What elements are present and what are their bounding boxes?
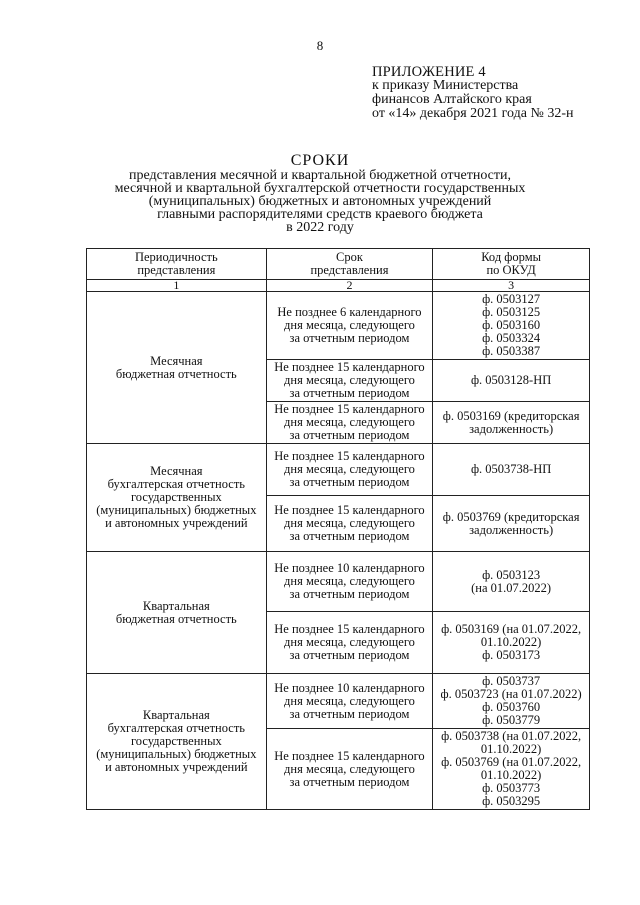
page-number: 8	[316, 38, 324, 53]
term-cell	[266, 612, 433, 674]
form-code-cell	[433, 444, 590, 496]
term-text: за отчетным периодом	[289, 428, 410, 442]
header-term	[266, 249, 433, 280]
term-text: дня месяца, следующего	[284, 318, 415, 332]
annex-line: финансов Алтайского края	[372, 92, 532, 107]
column-number: 1	[87, 280, 267, 292]
annex-block	[372, 65, 573, 121]
period-cell	[87, 674, 267, 810]
term-text: Не позднее 15 календарного	[274, 503, 425, 517]
annex-line: от «14» декабря 2021 года № 32-н	[372, 106, 574, 121]
term-text: дня месяца, следующего	[284, 415, 415, 429]
form-code-text: ф. 0503773	[482, 781, 541, 795]
term-text: за отчетным периодом	[289, 331, 410, 345]
term-text: Не позднее 10 календарного	[274, 561, 425, 575]
form-code-cell	[433, 402, 590, 444]
period-text: Квартальная	[142, 708, 210, 722]
term-cell	[266, 360, 433, 402]
term-text: за отчетным периодом	[289, 386, 410, 400]
term-text: дня месяца, следующего	[284, 462, 415, 476]
period-cell	[87, 444, 267, 552]
period-cell	[87, 552, 267, 674]
form-code-text: 01.10.2022)	[480, 635, 542, 649]
term-text: за отчетным периодом	[289, 475, 410, 489]
form-code-cell	[433, 729, 590, 810]
term-text: дня месяца, следующего	[284, 516, 415, 530]
column-number: 2	[266, 280, 433, 292]
term-text: дня месяца, следующего	[284, 693, 415, 708]
form-code-text: ф. 0503723 (на 01.07.2022)	[440, 687, 582, 701]
period-text: государственных	[130, 490, 222, 504]
form-code-text: 01.10.2022)	[480, 742, 542, 756]
header-code	[433, 249, 590, 280]
form-code-text: ф. 0503127	[482, 292, 541, 306]
heading-line: месячной и квартальной бухгалтерской отчетности государственных	[114, 181, 526, 196]
term-text: дня месяца, следующего	[284, 373, 415, 387]
form-code-text: ф. 0503125	[482, 305, 541, 319]
column-number: 3	[433, 280, 590, 292]
heading-line: в 2022 году	[286, 220, 354, 235]
heading-line: главными распорядителями средств краевого бюджета	[157, 207, 483, 222]
form-code-cell	[433, 360, 590, 402]
header-text: представления	[137, 263, 216, 277]
period-text: бухгалтерская отчетность	[107, 721, 246, 735]
form-code-text: ф. 0503173	[482, 648, 541, 662]
form-code-text: задолженность)	[469, 421, 554, 436]
table-row	[87, 674, 590, 729]
term-cell	[266, 402, 433, 444]
form-code-text: ф. 0503160	[482, 318, 541, 332]
period-text: (муниципальных) бюджетных	[96, 747, 257, 761]
period-text: и автономных учреждений	[105, 516, 248, 530]
header-text: представления	[310, 263, 389, 277]
form-code-cell	[433, 496, 590, 552]
table-row	[87, 552, 590, 612]
form-code-text: (на 01.07.2022)	[471, 580, 552, 595]
form-code-cell	[433, 292, 590, 360]
term-text: Не позднее 15 календарного	[274, 402, 425, 416]
period-text: бухгалтерская отчетность	[107, 477, 246, 491]
form-code-text: ф. 0503737	[482, 674, 541, 688]
header-text: Периодичность	[134, 250, 218, 264]
period-text: бюджетная отчетность	[115, 366, 237, 381]
period-cell	[87, 292, 267, 444]
form-code-text: ф. 0503123	[482, 567, 541, 582]
term-text: дня месяца, следующего	[284, 635, 415, 649]
form-code-cell	[433, 552, 590, 612]
form-code-text: ф. 0503760	[482, 700, 541, 714]
period-text: бюджетная отчетность	[115, 611, 237, 626]
term-text: Не позднее 15 календарного	[274, 622, 425, 636]
term-cell	[266, 292, 433, 360]
table-header-row	[87, 249, 590, 280]
term-cell	[266, 729, 433, 810]
term-text: Не позднее 15 календарного	[274, 449, 425, 463]
period-text: и автономных учреждений	[105, 760, 248, 774]
header-text: по ОКУД	[486, 263, 536, 277]
term-cell	[266, 552, 433, 612]
column-number-row	[87, 280, 590, 292]
form-code-text: ф. 0503769 (на 01.07.2022,	[441, 755, 582, 769]
form-code-text: ф. 0503295	[482, 794, 541, 808]
annex-line: к приказу Министерства	[372, 78, 519, 93]
form-code-text: ф. 0503324	[482, 331, 541, 345]
period-text: Месячная	[150, 353, 203, 368]
header-text: Срок	[336, 250, 363, 264]
term-cell	[266, 674, 433, 729]
term-text: Не позднее 6 календарного	[277, 305, 422, 319]
form-code-text: ф. 0503169 (на 01.07.2022,	[441, 622, 582, 636]
annex-title: ПРИЛОЖЕНИЕ 4	[372, 64, 486, 80]
form-code-text: задолженность)	[469, 522, 554, 537]
form-code-text: ф. 0503769 (кредиторская	[442, 509, 580, 524]
header-text: Код формы	[481, 250, 542, 264]
form-code-text: ф. 0503779	[482, 713, 541, 727]
term-text: за отчетным периодом	[289, 587, 410, 601]
form-code-cell	[433, 674, 590, 729]
term-cell	[266, 444, 433, 496]
form-code-text: ф. 0503387	[482, 344, 541, 358]
table-row	[87, 444, 590, 496]
form-code-text: ф. 0503128-НП	[470, 373, 552, 387]
term-text: дня месяца, следующего	[284, 574, 415, 588]
term-text: Не позднее 10 календарного	[274, 680, 425, 695]
term-text: дня месяца, следующего	[284, 761, 415, 776]
form-code-text: ф. 0503738-НП	[470, 462, 552, 476]
term-text: за отчетным периодом	[289, 529, 410, 543]
period-text: (муниципальных) бюджетных	[96, 503, 257, 517]
form-code-text: 01.10.2022)	[480, 768, 542, 782]
period-text: Квартальная	[142, 598, 210, 613]
form-code-text: ф. 0503738 (на 01.07.2022,	[441, 729, 582, 743]
table-row	[87, 292, 590, 360]
reporting-schedule-table	[86, 248, 590, 810]
term-cell	[266, 496, 433, 552]
heading-line: (муниципальных) бюджетных и автономных учреждений	[148, 194, 492, 209]
term-text: за отчетным периодом	[289, 774, 410, 789]
term-text: за отчетным периодом	[289, 706, 410, 721]
header-period	[87, 249, 267, 280]
term-text: Не позднее 15 календарного	[274, 360, 425, 374]
document-heading	[0, 154, 640, 234]
term-text: Не позднее 15 календарного	[274, 748, 425, 763]
heading-line: представления месячной и квартальной бюджетной отчетности,	[128, 168, 511, 183]
document-title: СРОКИ	[290, 152, 350, 169]
form-code-text: ф. 0503169 (кредиторская	[442, 408, 580, 423]
form-code-cell	[433, 612, 590, 674]
period-text: Месячная	[150, 464, 203, 478]
period-text: государственных	[130, 734, 222, 748]
term-text: за отчетным периодом	[289, 648, 410, 662]
